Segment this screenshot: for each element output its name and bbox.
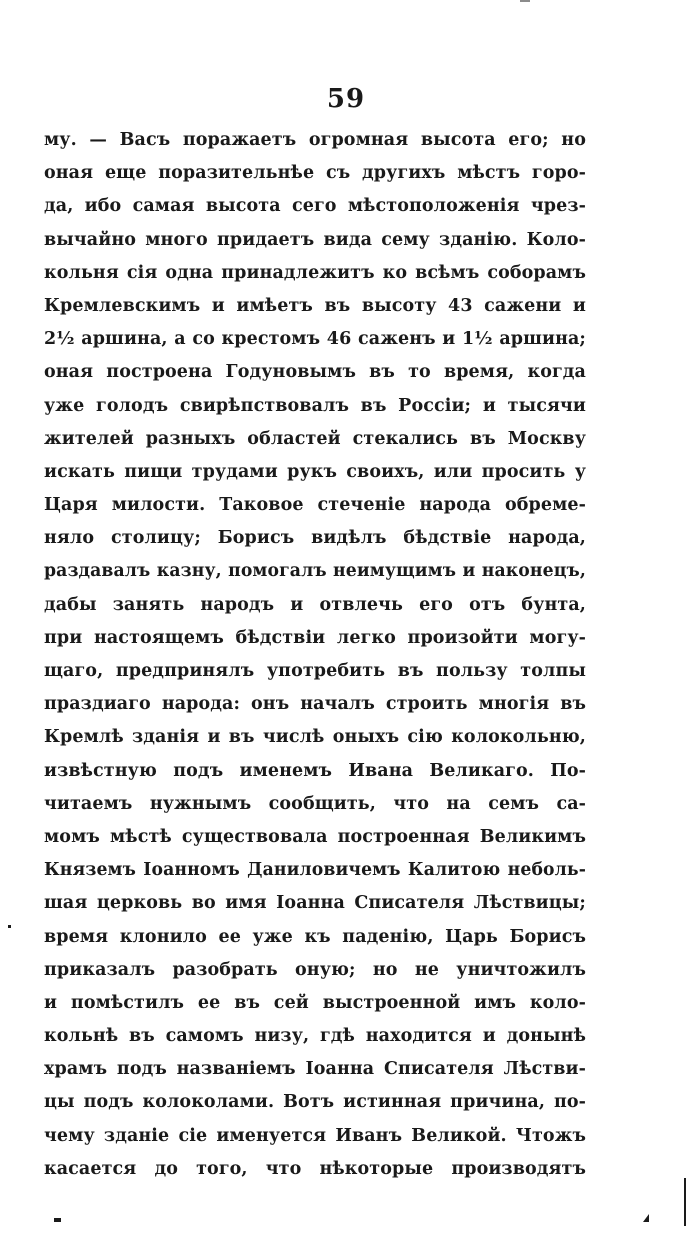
text-line: Кремлевскимъ и имѣетъ въ высоту 43 сажени и xyxy=(44,295,586,316)
scan-speck xyxy=(520,0,530,2)
text-line: чему зданіе сіе именуется Иванъ Великой. Чтожъ xyxy=(44,1125,586,1146)
text-line: храмъ подъ названіемъ Іоанна Списателя Лѣстви- xyxy=(44,1059,586,1080)
text-line: му. — Васъ поражаетъ огромная высота его; но xyxy=(44,130,586,150)
text-line: раздавалъ казну, помогалъ неимущимъ и наконецъ, xyxy=(44,561,586,582)
text-line: момъ мѣстѣ существовала построенная Великимъ xyxy=(44,826,586,847)
scan-speck xyxy=(643,1214,649,1222)
text-line: уже голодъ свирѣпствовалъ въ Россіи; и тысячи xyxy=(44,395,586,416)
text-line: время клонило ее уже къ паденію, Царь Борисъ xyxy=(44,926,586,947)
text-line: касается до того, что нѣкоторые производятъ xyxy=(44,1158,586,1179)
text-line: кольнѣ въ самомъ низу, гдѣ находится и донынѣ xyxy=(44,1026,586,1047)
text-line: при настоящемъ бѣдствіи легко произойти могу- xyxy=(44,627,586,648)
text-line: да, ибо самая высота сего мѣстоположенія чрез- xyxy=(44,196,586,217)
text-line: цы подъ колоколами. Вотъ истинная причина, по- xyxy=(44,1092,586,1113)
text-line: Княземъ Іоанномъ Даниловичемъ Калитою неболь- xyxy=(44,860,586,881)
text-line: вычайно много придаетъ вида сему зданію. Коло- xyxy=(44,229,586,250)
text-line: оная построена Годуновымъ въ то время, когда xyxy=(44,362,586,383)
text-line: приказалъ разобрать оную; но не уничтожилъ xyxy=(44,959,586,980)
scan-edge-line xyxy=(684,1178,686,1226)
text-line: праздиаго народа: онъ началъ строить многія въ xyxy=(44,694,586,715)
text-line: извѣстную подъ именемъ Ивана Великаго. По- xyxy=(44,760,586,781)
text-line: няло столицу; Борисъ видѣлъ бѣдствіе народа, xyxy=(44,528,586,549)
text-line: шая церковь во имя Іоанна Списателя Лѣствицы; xyxy=(44,893,586,914)
scan-speck xyxy=(8,925,11,928)
page-number: 59 xyxy=(326,84,366,114)
text-line: Царя милости. Таковое стеченіе народа обреме- xyxy=(44,495,586,516)
text-line: читаемъ нужнымъ сообщить, что на семъ са- xyxy=(44,793,586,814)
text-line: щаго, предпринялъ употребить въ пользу толпы xyxy=(44,661,586,681)
scan-speck xyxy=(54,1218,61,1222)
text-line: Кремлѣ зданія и въ числѣ оныхъ сію колокольню, xyxy=(44,727,586,748)
text-line: и помѣстилъ ее въ сей выстроенной имъ коло- xyxy=(44,992,586,1013)
body-text xyxy=(44,124,586,1186)
text-line: дабы занять народъ и отвлечь его отъ бунта, xyxy=(44,594,586,615)
text-line: кольня сія одна принадлежитъ ко всѣмъ соборамъ xyxy=(44,262,586,283)
text-line: искать пищи трудами рукъ своихъ, или просить у xyxy=(44,461,586,482)
text-line: оная еще поразительнѣе съ другихъ мѣстъ горо- xyxy=(44,163,586,184)
text-line: 2½ аршина, а со крестомъ 46 саженъ и 1½ аршина; xyxy=(44,329,586,350)
text-line: жителей разныхъ областей стекались въ Москву xyxy=(44,428,586,449)
